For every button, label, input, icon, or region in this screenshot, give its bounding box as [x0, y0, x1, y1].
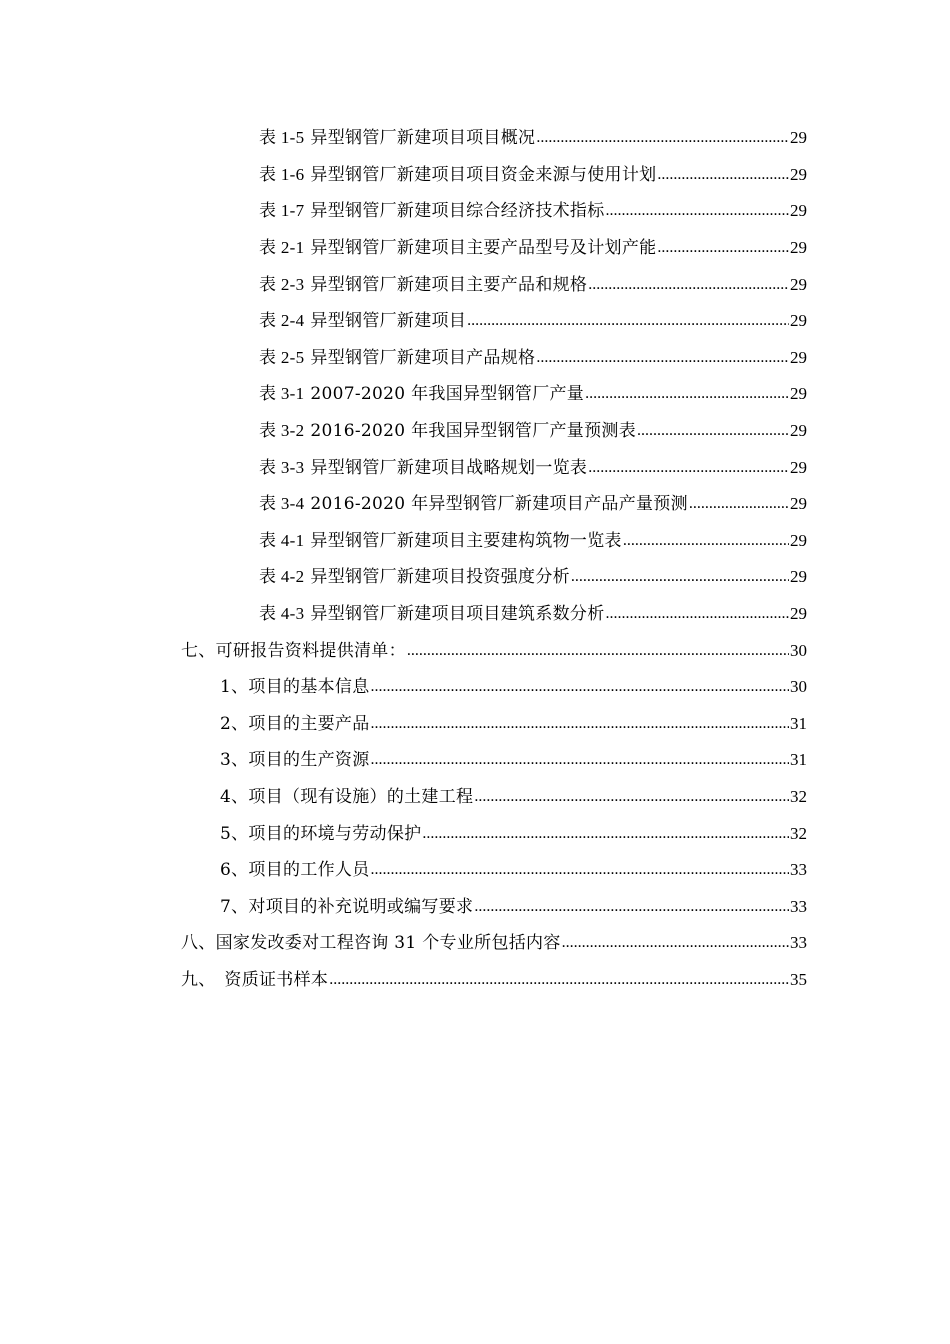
toc-entry[interactable]	[0, 632, 807, 669]
toc-entry-label	[259, 310, 466, 332]
toc-entry-title: 异型钢管厂新建项目主要产品和规格	[310, 274, 588, 295]
toc-entry-number: 表 2-4	[259, 311, 305, 331]
toc-dot-leader	[371, 713, 789, 735]
toc-entry-title: 九、 资质证书样本	[181, 969, 329, 990]
toc-entry-label	[220, 859, 370, 881]
toc-dot-leader	[689, 493, 789, 515]
toc-entry[interactable]	[0, 157, 807, 194]
toc-entry-number: 表 3-4	[259, 494, 305, 514]
toc-entry-page-number: 33	[790, 860, 807, 880]
toc-dot-leader	[585, 383, 789, 405]
toc-entry-number: 表 4-1	[259, 530, 305, 550]
toc-entry[interactable]	[0, 449, 807, 486]
toc-entry-number: 表 4-2	[259, 567, 305, 587]
toc-entry-number: 表 3-3	[259, 457, 305, 477]
toc-entry-number: 表 1-5	[259, 128, 305, 148]
toc-entry[interactable]	[0, 486, 807, 523]
toc-dot-leader	[536, 347, 789, 369]
toc-entry[interactable]	[0, 376, 807, 413]
toc-entry-page-number: 32	[790, 823, 807, 843]
toc-entry-label	[220, 676, 370, 698]
toc-entry[interactable]	[0, 706, 807, 743]
toc-entry[interactable]	[0, 888, 807, 925]
toc-entry-number: 表 3-2	[259, 421, 305, 441]
toc-dot-leader	[467, 310, 789, 332]
toc-dot-leader	[588, 274, 789, 296]
toc-entry-title: 1、项目的基本信息	[220, 677, 370, 698]
toc-entry-page-number: 29	[790, 530, 807, 550]
toc-entry-title: 5、项目的环境与劳动保护	[220, 823, 422, 844]
toc-entry-page-number: 30	[790, 677, 807, 697]
toc-entry-label	[259, 200, 605, 222]
toc-entry-label	[259, 420, 636, 442]
toc-entry-page-number: 29	[790, 128, 807, 148]
toc-entry[interactable]	[0, 230, 807, 267]
toc-entry-page-number: 29	[790, 238, 807, 258]
toc-entry-title: 4、项目（现有设施）的土建工程	[220, 786, 474, 807]
toc-entry[interactable]	[0, 669, 807, 706]
toc-dot-leader	[371, 859, 789, 881]
toc-entry-title: 异型钢管厂新建项目项目建筑系数分析	[310, 604, 605, 625]
toc-dot-leader	[657, 164, 789, 186]
toc-entry-page-number: 29	[790, 274, 807, 294]
toc-entry-page-number: 33	[790, 933, 807, 953]
toc-entry[interactable]	[0, 742, 807, 779]
toc-entry-title: 7、对项目的补充说明或编写要求	[220, 896, 474, 917]
toc-entry-label	[220, 823, 421, 845]
toc-dot-leader	[371, 749, 789, 771]
toc-entry-label	[220, 749, 370, 771]
toc-entry[interactable]	[0, 815, 807, 852]
toc-entry-title: 2007-2020 年我国异型钢管厂产量	[310, 384, 585, 405]
toc-entry-title: 异型钢管厂新建项目项目资金来源与使用计划	[310, 164, 657, 185]
toc-entry-label	[259, 127, 535, 149]
toc-entry-title: 2、项目的主要产品	[220, 713, 370, 734]
toc-dot-leader	[588, 457, 789, 479]
toc-entry-page-number: 33	[790, 896, 807, 916]
toc-entry-label	[220, 896, 473, 918]
toc-entry-number: 表 4-3	[259, 604, 305, 624]
toc-dot-leader	[571, 566, 789, 588]
toc-entry-number: 表 2-5	[259, 347, 305, 367]
toc-entry[interactable]	[0, 303, 807, 340]
toc-entry-title: 异型钢管厂新建项目综合经济技术指标	[310, 201, 605, 222]
toc-entry-title: 异型钢管厂新建项目项目概况	[310, 128, 536, 149]
toc-entry-title: 异型钢管厂新建项目战略规划一览表	[310, 457, 588, 478]
toc-entry[interactable]	[0, 193, 807, 230]
toc-entry-number: 表 1-7	[259, 201, 305, 221]
toc-entry-page-number: 32	[790, 786, 807, 806]
table-of-contents	[0, 120, 950, 998]
toc-entry-label	[259, 566, 570, 588]
toc-entry-title: 八、国家发改委对工程咨询 31 个专业所包括内容	[181, 933, 561, 954]
toc-entry-number: 表 3-1	[259, 384, 305, 404]
toc-entry[interactable]	[0, 962, 807, 999]
toc-entry[interactable]	[0, 596, 807, 633]
toc-dot-leader	[536, 127, 789, 149]
toc-entry-page-number: 29	[790, 164, 807, 184]
toc-entry-label	[259, 530, 622, 552]
toc-entry[interactable]	[0, 340, 807, 377]
toc-entry-title: 异型钢管厂新建项目主要产品型号及计划产能	[310, 238, 657, 259]
toc-entry-number: 表 2-1	[259, 238, 305, 258]
toc-entry-page-number: 29	[790, 567, 807, 587]
toc-entry-page-number: 31	[790, 713, 807, 733]
toc-dot-leader	[474, 896, 789, 918]
toc-entry[interactable]	[0, 925, 807, 962]
toc-dot-leader	[371, 676, 789, 698]
toc-entry-page-number: 29	[790, 457, 807, 477]
toc-entry-page-number: 29	[790, 604, 807, 624]
toc-entry[interactable]	[0, 266, 807, 303]
toc-entry-label	[259, 603, 605, 625]
toc-entry-page-number: 29	[790, 421, 807, 441]
toc-entry-page-number: 29	[790, 494, 807, 514]
toc-entry-title: 2016-2020 年异型钢管厂新建项目产品产量预测	[310, 494, 688, 515]
toc-dot-leader	[422, 823, 789, 845]
toc-entry[interactable]	[0, 523, 807, 560]
toc-entry[interactable]	[0, 413, 807, 450]
toc-dot-leader	[562, 932, 789, 954]
toc-dot-leader	[606, 603, 789, 625]
toc-entry[interactable]	[0, 852, 807, 889]
toc-dot-leader	[606, 200, 789, 222]
toc-entry-label	[259, 164, 656, 186]
toc-dot-leader	[407, 640, 789, 662]
toc-entry-title: 异型钢管厂新建项目产品规格	[310, 347, 536, 368]
toc-entry-page-number: 35	[790, 969, 807, 989]
toc-entry-label	[259, 493, 688, 515]
toc-entry-label	[259, 347, 535, 369]
toc-dot-leader	[657, 237, 789, 259]
toc-entry-title: 3、项目的生产资源	[220, 750, 370, 771]
toc-entry-title: 2016-2020 年我国异型钢管厂产量预测表	[310, 421, 636, 442]
toc-entry-label	[259, 383, 584, 405]
toc-entry-number: 表 2-3	[259, 274, 305, 294]
toc-entry-page-number: 29	[790, 384, 807, 404]
toc-entry-title: 异型钢管厂新建项目	[310, 311, 467, 332]
toc-entry[interactable]	[0, 120, 807, 157]
toc-dot-leader	[637, 420, 789, 442]
toc-entry-page-number: 30	[790, 640, 807, 660]
toc-entry-page-number: 29	[790, 201, 807, 221]
toc-dot-leader	[623, 530, 789, 552]
toc-entry-label	[181, 969, 328, 991]
toc-entry-title: 异型钢管厂新建项目主要建构筑物一览表	[310, 530, 622, 551]
toc-dot-leader	[474, 786, 789, 808]
toc-entry[interactable]	[0, 779, 807, 816]
toc-entry-page-number: 31	[790, 750, 807, 770]
toc-entry-title: 七、可研报告资料提供清单：	[181, 640, 406, 661]
toc-entry-label	[259, 274, 587, 296]
toc-entry-label	[220, 786, 473, 808]
toc-entry-title: 6、项目的工作人员	[220, 860, 370, 881]
toc-entry-label	[181, 640, 406, 662]
toc-entry-label	[259, 237, 656, 259]
toc-entry-title: 异型钢管厂新建项目投资强度分析	[310, 567, 570, 588]
toc-entry-page-number: 29	[790, 347, 807, 367]
toc-entry-label	[220, 713, 370, 735]
toc-entry-label	[259, 457, 587, 479]
toc-dot-leader	[329, 969, 789, 991]
toc-entry-page-number: 29	[790, 311, 807, 331]
toc-entry-label	[181, 932, 561, 954]
toc-entry-number: 表 1-6	[259, 164, 305, 184]
toc-entry[interactable]	[0, 559, 807, 596]
